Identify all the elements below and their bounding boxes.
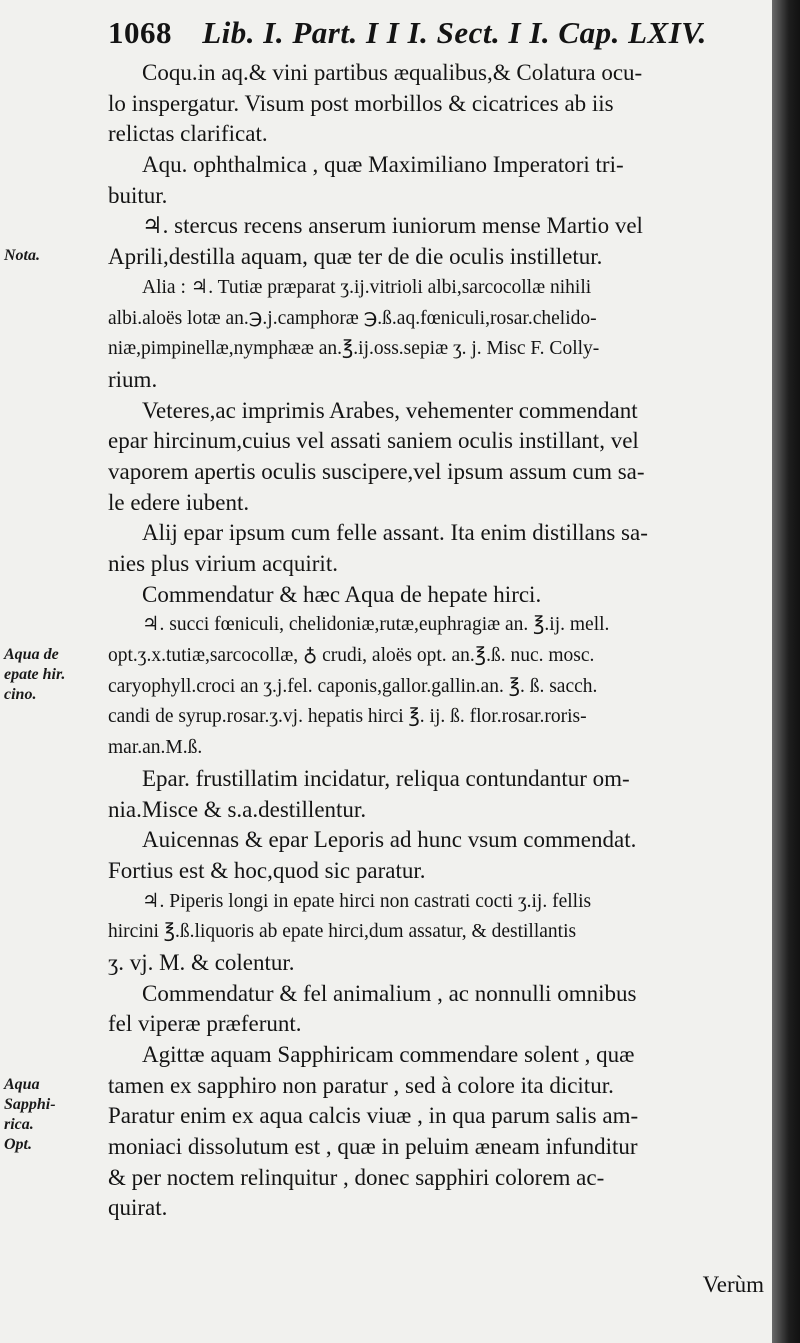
text-line: relictas clarificat.: [108, 121, 268, 147]
text-line: nies plus virium acquirit.: [108, 551, 338, 576]
text-line: fel viperæ præferunt.: [108, 1011, 302, 1037]
page-edge-shadow: [772, 0, 800, 1343]
text-line: albi.aloës lotæ an.℈.j.camphoræ ℈.ß.aq.fœniculi,rosar.chelido-: [108, 307, 597, 329]
text-line: ʒ. vj. M. & colentur.: [108, 949, 295, 975]
text-line: Commendatur & fel animalium , ac nonnulli omnibus: [142, 980, 637, 1006]
text-line: Aprili,destilla aquam, quæ ter de die oculis instilletur.: [108, 244, 603, 270]
text-body: [108, 58, 763, 1224]
text-line: Agittæ aquam Sapphiricam commendare solent , quæ: [142, 1042, 635, 1067]
page-number: 1068: [108, 15, 172, 50]
text-line: lo inspergatur. Visum post morbillos & cicatrices ab iis: [108, 90, 614, 116]
text-line: niæ,pimpinellæ,nymphææ an.℥.ij.oss.sepiæ ʒ. j. Misc F. Colly-: [108, 338, 600, 360]
text-line: candi de syrup.rosar.ʒ.vj. hepatis hirci ℥. ij. ß. flor.rosar.roris-: [108, 706, 587, 728]
text-line: Coqu.in aq.& vini partibus æqualibus,& Colatura ocu-: [142, 60, 643, 85]
text-line: ♃. stercus recens anserum iuniorum mense Martio vel: [142, 213, 643, 239]
text-line: caryophyll.croci an ʒ.j.fel. caponis,gallor.gallin.an. ℥. ß. sacch.: [108, 675, 598, 697]
text-line: Paratur enim ex aqua calcis viuæ , in qua parum salis am-: [108, 1103, 639, 1129]
margin-note: Nota.: [4, 247, 40, 265]
text-line: ♃. Piperis longi in epate hirci non castrati cocti ʒ.ij. fellis: [142, 890, 592, 912]
text-line: Auicennas & epar Leporis ad hunc vsum commendat.: [142, 827, 637, 853]
text-line: vaporem apertis oculis suscipere,vel ipsum assum cum sa-: [108, 458, 645, 484]
text-line: hircini ℥.ß.liquoris ab epate hirci,dum assatur, & destillantis: [108, 921, 577, 943]
text-line: buitur.: [108, 182, 168, 208]
text-line: Epar. frustillatim incidatur, reliqua contundantur om-: [142, 765, 630, 791]
page-header: [108, 14, 707, 52]
text-line: tamen ex sapphiro non paratur , sed à colore ita dicitur.: [108, 1072, 614, 1098]
text-line: epar hircinum,cuius vel assati saniem oculis instillant, vel: [108, 428, 639, 454]
text-line: le edere iubent.: [108, 489, 250, 515]
text-line: Alij epar ipsum cum felle assant. Ita enim distillans sa-: [142, 520, 648, 546]
text-line: Commendatur & hæc Aqua de hepate hirci.: [142, 581, 542, 607]
text-line: Veteres,ac imprimis Arabes, vehementer commendant: [142, 397, 638, 423]
text-line: mar.an.M.ß.: [108, 737, 203, 759]
margin-note: Aqua de epate hir. cino.: [4, 646, 66, 704]
text-line: opt.ʒ.x.tutiæ,sarcocollæ, ♁ crudi, aloës opt. an.℥.ß. nuc. mosc.: [108, 645, 595, 667]
text-line: & per noctem relinquitur , donec sapphiri colorem ac-: [108, 1164, 605, 1190]
text-line: nia.Misce & s.a.destillentur.: [108, 796, 367, 822]
text-line: moniaci dissolutum est , quæ in peluim æneam infunditur: [108, 1134, 638, 1160]
catchword: Verùm: [702, 1272, 764, 1297]
text-line: Aqu. ophthalmica , quæ Maximiliano Imperatori tri-: [142, 152, 624, 178]
running-head: Lib. I. Part. I I I. Sect. I I. Cap. LXIV.: [202, 15, 707, 50]
text-line: Alia : ♃. Tutiæ præparat ʒ.ij.vitrioli albi,sarcocollæ nihili: [142, 276, 592, 298]
text-line: ♃. succi fœniculi, chelidoniæ,rutæ,euphragiæ an. ℥.ij. mell.: [142, 614, 610, 636]
margin-note: Aqua Sapphi- rica. Opt.: [4, 1076, 56, 1154]
text-line: quirat.: [108, 1195, 168, 1221]
text-line: rium.: [108, 366, 158, 392]
text-line: Fortius est & hoc,quod sic paratur.: [108, 857, 426, 883]
